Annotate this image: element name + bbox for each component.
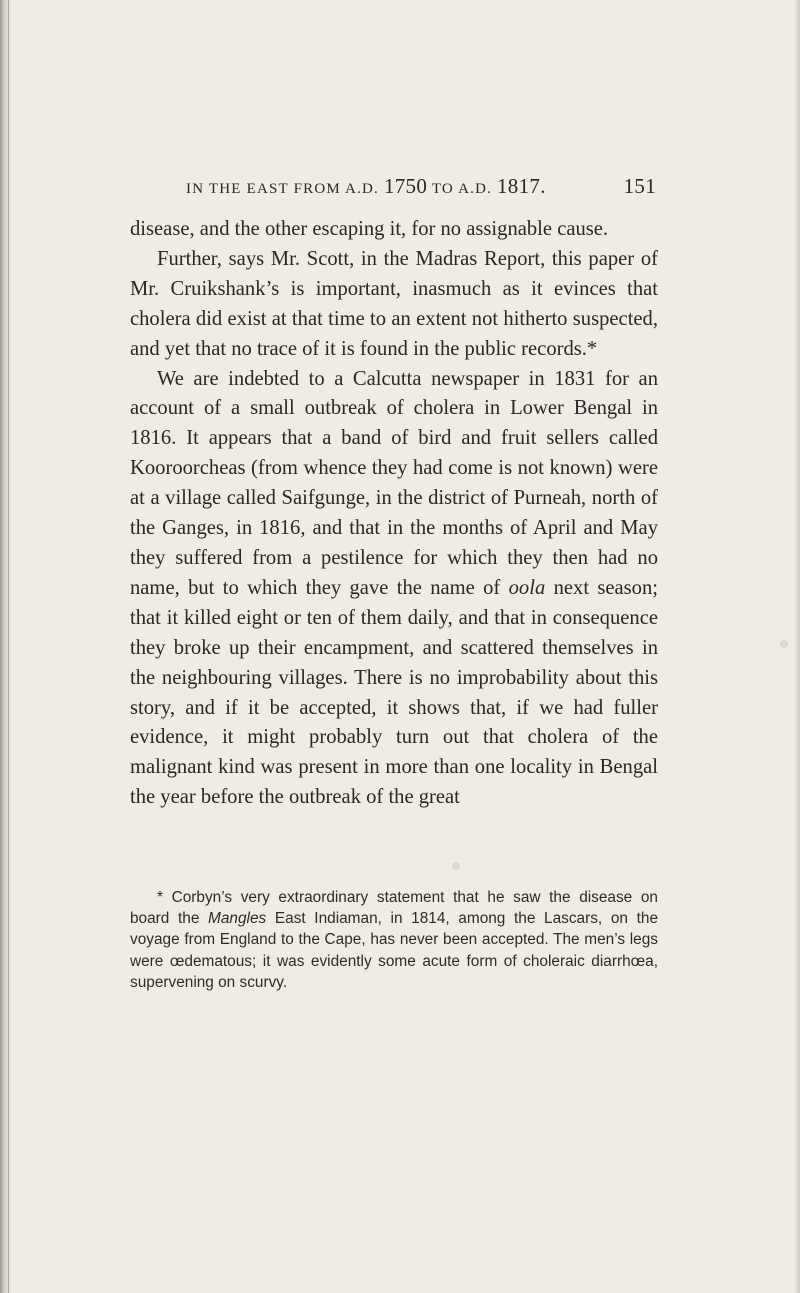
- paragraph-3: [130, 365, 658, 814]
- paragraph-3-part-2: next season; that it killed eight or ten of them daily, and that in consequence they broke up their encampment, and scattered themselves in the neighbouring villages. There is no improbability about this story, and if it be accepted, it shows that, if we had fuller evidence, it might probably turn out that cholera of the malignant kind was present in more than one locality in Bengal the year before the outbreak of the great: [130, 576, 658, 809]
- paragraph-1: disease, and the other escaping it, for no assignable cause.: [130, 218, 609, 240]
- running-head-year-end: 1817.: [497, 174, 546, 198]
- footnote-ship-name: Mangles: [208, 910, 267, 928]
- footnote-text: [130, 887, 658, 993]
- footnote-part-1: * Corbyn’s very extraordinary statement that he saw the disease on board the: [130, 889, 658, 928]
- footnote: [130, 887, 658, 993]
- running-head: [186, 174, 656, 199]
- footnote-part-2: East Indiaman, in 1814, among the Lascars, on the voyage from England to the Cape, has never been accepted. The men’s legs were œdematous; it was evidently some acute form of choleraic diarrhœa, supervening on scurvy.: [130, 910, 659, 991]
- page-number: 151: [623, 174, 656, 198]
- binding-edge: [8, 0, 9, 1293]
- running-head-middle: TO A.D.: [427, 181, 497, 197]
- running-head-prefix: IN THE EAST FROM A.D.: [186, 181, 384, 197]
- paragraph-3-part-1: We are indebted to a Calcutta newspaper in 1831 for an account of a small outbreak of cholera in Lower Bengal in 1816. It appears that a band of bird and fruit sellers called Kooroorcheas (from whence they had come is not known) were at a village called Saifgunge, in the district of Purneah, north of the Ganges, in 1816, and that in the months of April and May they suffered from a pestilence for which they then had no name, but to which they gave the name of: [130, 367, 658, 599]
- paragraph-2: Further, says Mr. Scott, in the Madras Report, this paper of Mr. Cruikshank’s is important, inasmuch as it evinces that cholera did exist at that time to an extent not hitherto suspected, and yet that no trace of it is found in the public records.*: [130, 247, 658, 360]
- main-text: [130, 215, 658, 813]
- italic-term-oola: oola: [508, 576, 546, 599]
- running-head-year-start: 1750: [383, 174, 428, 198]
- paper-blemish: [452, 862, 460, 870]
- paper-blemish: [780, 640, 788, 648]
